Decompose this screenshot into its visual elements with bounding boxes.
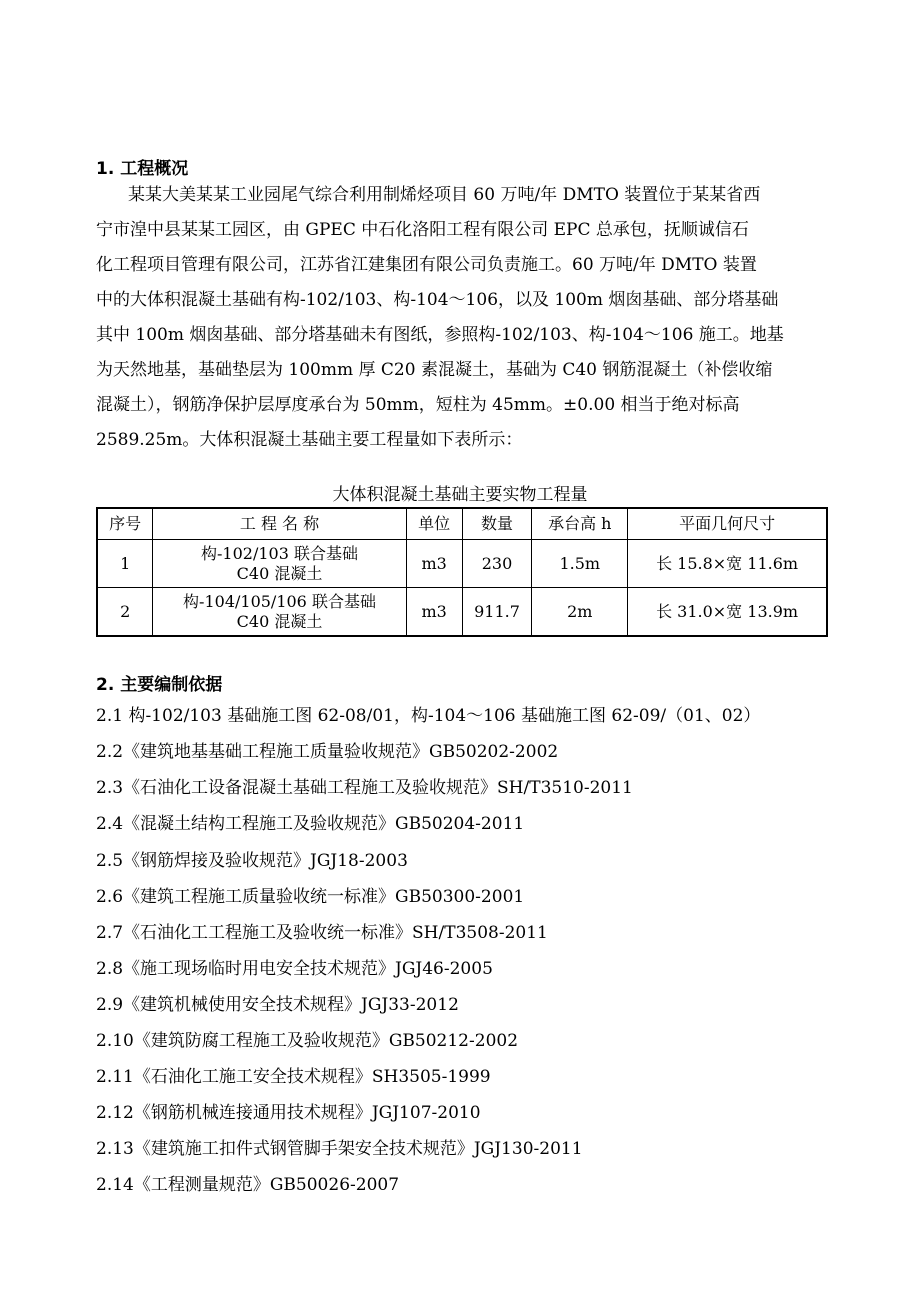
table-row (97, 588, 827, 637)
cell-height: 1.5m (532, 540, 628, 588)
cell-no: 1 (97, 540, 153, 588)
column-header: 工 程 名 称 (153, 508, 406, 540)
column-header: 承台高 h (532, 508, 628, 540)
table-row (97, 540, 827, 588)
reference-item: 2.14《工程测量规范》GB50026-2007 (96, 1175, 400, 1195)
paragraph-line: 宁市湟中县某某工园区，由 GPEC 中石化洛阳工程有限公司 EPC 总承包，抚顺诚信石 (96, 220, 749, 240)
reference-item: 2.9《建筑机械使用安全技术规程》JGJ33-2012 (96, 995, 459, 1015)
cell-size: 长 15.8×宽 11.6m (628, 540, 827, 588)
cell-name-line: 构-102/103 联合基础 (201, 543, 358, 563)
cell-no: 2 (97, 588, 153, 637)
reference-item: 2.1 构-102/103 基础施工图 62-08/01，构-104～106 基础施工图 62-09/（01、02） (96, 706, 761, 726)
reference-item: 2.2《建筑地基基础工程施工质量验收规范》GB50202-2002 (96, 742, 559, 762)
column-header: 平面几何尺寸 (628, 508, 827, 540)
cell-name (153, 588, 406, 637)
cell-qty: 230 (462, 540, 532, 588)
cell-name-line: C40 混凝土 (236, 611, 323, 631)
reference-item: 2.5《钢筋焊接及验收规范》JGJ18-2003 (96, 851, 408, 871)
section-1-heading: 1. 工程概况 (96, 159, 189, 179)
cell-qty: 911.7 (462, 588, 532, 637)
column-header: 序号 (97, 508, 153, 540)
paragraph-line: 2589.25m。大体积混凝土基础主要工程量如下表所示： (96, 430, 523, 450)
paragraph-line: 某某大美某某工业园尾气综合利用制烯烃项目 60 万吨/年 DMTO 装置位于某某省西 (128, 185, 761, 205)
column-header: 数量 (462, 508, 532, 540)
reference-item: 2.3《石油化工设备混凝土基础工程施工及验收规范》SH/T3510-2011 (96, 778, 633, 798)
reference-item: 2.12《钢筋机械连接通用技术规程》JGJ107-2010 (96, 1103, 481, 1123)
reference-item: 2.13《建筑施工扣件式钢管脚手架安全技术规范》JGJ130-2011 (96, 1139, 583, 1159)
table-header-row (97, 508, 827, 540)
reference-item: 2.10《建筑防腐工程施工及验收规范》GB50212-2002 (96, 1031, 519, 1051)
cell-name (153, 540, 406, 588)
cell-name-line: C40 混凝土 (236, 563, 323, 583)
quantity-table (96, 507, 828, 637)
reference-item: 2.11《石油化工施工安全技术规程》SH3505-1999 (96, 1067, 491, 1087)
reference-item: 2.7《石油化工工程施工及验收统一标准》SH/T3508-2011 (96, 923, 548, 943)
paragraph-line: 混凝土），钢筋净保护层厚度承台为 50mm，短柱为 45mm。±0.00 相当于绝对标高 (96, 395, 740, 415)
cell-size: 长 31.0×宽 13.9m (628, 588, 827, 637)
cell-unit: m3 (406, 588, 462, 637)
paragraph-line: 其中 100m 烟囱基础、部分塔基础未有图纸，参照构-102/103、构-104～106 施工。地基 (96, 325, 784, 345)
cell-height: 2m (532, 588, 628, 637)
cell-unit: m3 (406, 540, 462, 588)
section-2-heading: 2. 主要编制依据 (96, 675, 223, 695)
reference-item: 2.4《混凝土结构工程施工及验收规范》GB50204-2011 (96, 814, 525, 834)
paragraph-line: 化工程项目管理有限公司，江苏省江建集团有限公司负责施工。60 万吨/年 DMTO 装置 (96, 255, 757, 275)
reference-item: 2.6《建筑工程施工质量验收统一标准》GB50300-2001 (96, 887, 525, 907)
cell-name-line: 构-104/105/106 联合基础 (183, 591, 376, 611)
paragraph-line: 为天然地基，基础垫层为 100mm 厚 C20 素混凝土，基础为 C40 钢筋混凝土（补偿收缩 (96, 360, 773, 380)
paragraph-line: 中的大体积混凝土基础有构-102/103、构-104～106，以及 100m 烟囱基础、部分塔基础 (96, 290, 779, 310)
reference-item: 2.8《施工现场临时用电安全技术规范》JGJ46-2005 (96, 959, 493, 979)
column-header: 单位 (406, 508, 462, 540)
table-caption: 大体积混凝土基础主要实物工程量 (332, 485, 588, 505)
